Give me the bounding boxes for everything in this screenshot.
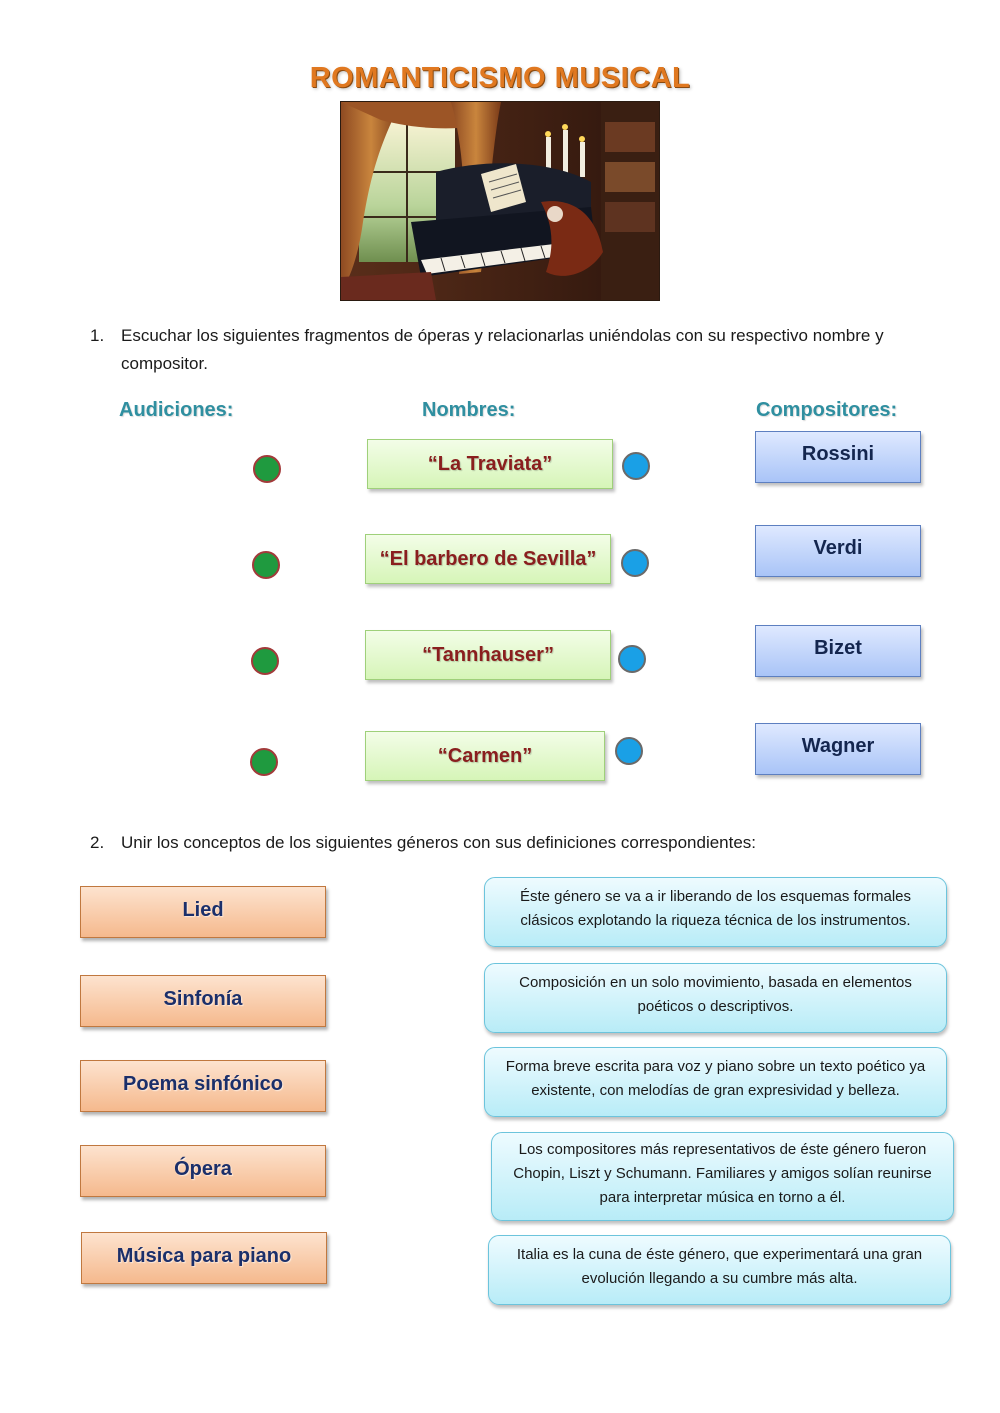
- exercise1-instruction: [90, 322, 950, 382]
- exercise2-number: 2.: [90, 833, 105, 852]
- piano-illustration: [341, 102, 659, 300]
- audicion-dot-1[interactable]: [253, 455, 281, 483]
- definicion-box-2[interactable]: Composición en un solo movimiento, basada en elementos poéticos o descriptivos.: [484, 963, 947, 1033]
- nombre-box-2[interactable]: “El barbero de Sevilla”: [365, 534, 611, 584]
- genero-box-5[interactable]: Música para piano: [81, 1232, 327, 1284]
- genero-box-4[interactable]: Ópera: [80, 1145, 326, 1197]
- nombre-box-4[interactable]: “Carmen”: [365, 731, 605, 781]
- piano-room-image: [340, 101, 660, 301]
- audicion-dot-2[interactable]: [252, 551, 280, 579]
- compositor-box-1[interactable]: Rossini: [755, 431, 921, 483]
- genero-box-3[interactable]: Poema sinfónico: [80, 1060, 326, 1112]
- definicion-box-3[interactable]: Forma breve escrita para voz y piano sobre un texto poético ya existente, con melodías de gran expresividad y belleza.: [484, 1047, 947, 1117]
- page-title: ROMANTICISMO MUSICAL: [309, 62, 691, 94]
- nombre-dot-3[interactable]: [618, 645, 646, 673]
- nombre-dot-4[interactable]: [615, 737, 643, 765]
- header-compositores: Compositores:: [756, 399, 898, 421]
- audicion-dot-3[interactable]: [251, 647, 279, 675]
- genero-box-2[interactable]: Sinfonía: [80, 975, 326, 1027]
- exercise2-instruction: [90, 829, 950, 859]
- exercise1-text: Escuchar los siguientes fragmentos de óperas y relacionarlas uniéndolas con su respectivo nombre y compositor.: [121, 326, 884, 373]
- exercise2-text: Unir los conceptos de los siguientes géneros con sus definiciones correspondientes:: [121, 833, 757, 852]
- compositor-box-3[interactable]: Bizet: [755, 625, 921, 677]
- header-audiciones: Audiciones:: [119, 399, 234, 421]
- definicion-box-4[interactable]: Los compositores más representativos de éste género fueron Chopin, Liszt y Schumann. Familiares y amigos solían reunirse para interpretar música en torno a él.: [491, 1132, 954, 1221]
- exercise1-number: 1.: [90, 326, 105, 345]
- audicion-dot-4[interactable]: [250, 748, 278, 776]
- compositor-box-4[interactable]: Wagner: [755, 723, 921, 775]
- nombre-box-3[interactable]: “Tannhauser”: [365, 630, 611, 680]
- genero-box-1[interactable]: Lied: [80, 886, 326, 938]
- nombre-box-1[interactable]: “La Traviata”: [367, 439, 613, 489]
- nombre-dot-1[interactable]: [622, 452, 650, 480]
- definicion-box-1[interactable]: Éste género se va a ir liberando de los esquemas formales clásicos explotando la riqueza técnica de los instrumentos.: [484, 877, 947, 947]
- header-nombres: Nombres:: [422, 399, 516, 421]
- compositor-box-2[interactable]: Verdi: [755, 525, 921, 577]
- nombre-dot-2[interactable]: [621, 549, 649, 577]
- definicion-box-5[interactable]: Italia es la cuna de éste género, que experimentará una gran evolución llegando a su cumbre más alta.: [488, 1235, 951, 1305]
